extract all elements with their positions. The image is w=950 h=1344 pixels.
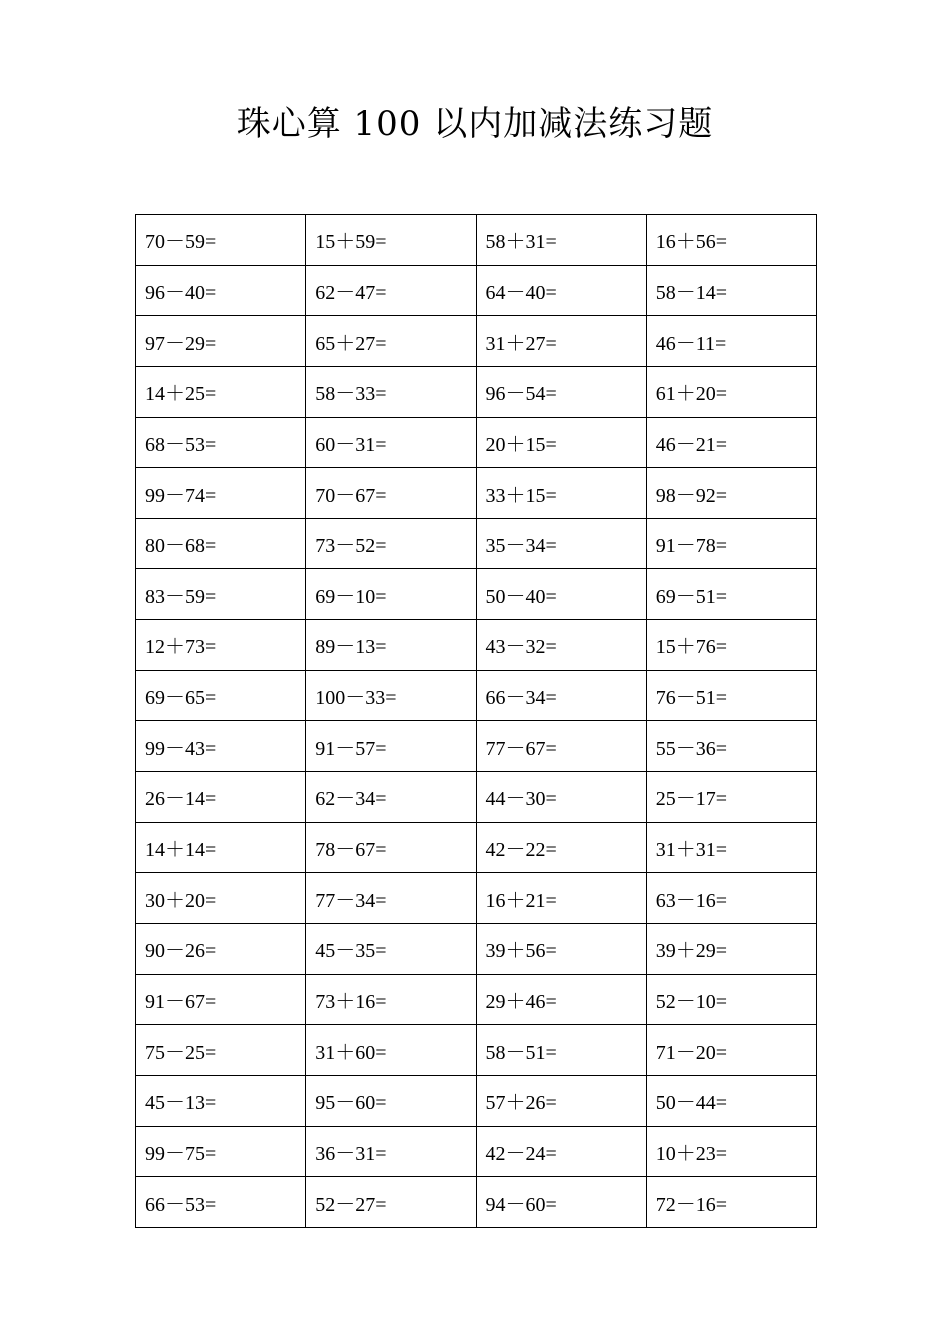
problem-cell: 52－27= [306, 1177, 476, 1228]
problem-cell: 78－67= [306, 822, 476, 873]
problem-cell: 58－14= [646, 265, 816, 316]
table-row [136, 822, 817, 873]
problem-cell: 31＋60= [306, 1025, 476, 1076]
problem-cell: 99－75= [136, 1126, 306, 1177]
problem-cell: 15＋76= [646, 620, 816, 671]
problem-cell: 66－34= [476, 670, 646, 721]
problem-cell: 83－59= [136, 569, 306, 620]
page-title: 珠心算 100 以内加减法练习题 [236, 104, 714, 144]
problem-cell: 72－16= [646, 1177, 816, 1228]
table-row [136, 569, 817, 620]
problem-cell: 14＋14= [136, 822, 306, 873]
problem-cell: 42－24= [476, 1126, 646, 1177]
problem-cell: 26－14= [136, 772, 306, 823]
problem-cell: 96－40= [136, 265, 306, 316]
problem-cell: 52－10= [646, 974, 816, 1025]
problem-cell: 94－60= [476, 1177, 646, 1228]
table-row [136, 1177, 817, 1228]
table-row [136, 468, 817, 519]
problem-cell: 20＋15= [476, 417, 646, 468]
problem-cell: 66－53= [136, 1177, 306, 1228]
problem-cell: 62－34= [306, 772, 476, 823]
problem-cell: 15＋59= [306, 215, 476, 266]
problem-cell: 69－65= [136, 670, 306, 721]
problem-cell: 58－33= [306, 366, 476, 417]
problem-cell: 12＋73= [136, 620, 306, 671]
problem-cell: 65＋27= [306, 316, 476, 367]
problem-cell: 91－57= [306, 721, 476, 772]
problem-cell: 91－67= [136, 974, 306, 1025]
problem-cell: 45－13= [136, 1075, 306, 1126]
problem-cell: 91－78= [646, 518, 816, 569]
problem-cell: 73－52= [306, 518, 476, 569]
table-row [136, 518, 817, 569]
problem-cell: 36－31= [306, 1126, 476, 1177]
problem-cell: 33＋15= [476, 468, 646, 519]
table-row [136, 1075, 817, 1126]
problem-cell: 99－74= [136, 468, 306, 519]
problem-cell: 76－51= [646, 670, 816, 721]
table-row [136, 873, 817, 924]
problem-cell: 60－31= [306, 417, 476, 468]
problem-cell: 10＋23= [646, 1126, 816, 1177]
problem-cell: 58＋31= [476, 215, 646, 266]
problem-cell: 31＋31= [646, 822, 816, 873]
problem-cell: 69－51= [646, 569, 816, 620]
table-row [136, 620, 817, 671]
problem-cell: 30＋20= [136, 873, 306, 924]
problem-cell: 39＋56= [476, 923, 646, 974]
table-row [136, 974, 817, 1025]
table-row [136, 721, 817, 772]
problem-cell: 39＋29= [646, 923, 816, 974]
problem-cell: 73＋16= [306, 974, 476, 1025]
problem-cell: 80－68= [136, 518, 306, 569]
problem-cell: 58－51= [476, 1025, 646, 1076]
problem-cell: 43－32= [476, 620, 646, 671]
problem-cell: 50－44= [646, 1075, 816, 1126]
problem-cell: 70－59= [136, 215, 306, 266]
problem-cell: 61＋20= [646, 366, 816, 417]
problem-cell: 89－13= [306, 620, 476, 671]
table-row [136, 265, 817, 316]
problem-cell: 71－20= [646, 1025, 816, 1076]
problem-cell: 14＋25= [136, 366, 306, 417]
table-row [136, 1025, 817, 1076]
problem-cell: 68－53= [136, 417, 306, 468]
problem-cell: 96－54= [476, 366, 646, 417]
problem-cell: 16＋56= [646, 215, 816, 266]
table-row [136, 772, 817, 823]
problem-cell: 63－16= [646, 873, 816, 924]
problem-cell: 25－17= [646, 772, 816, 823]
problem-cell: 16＋21= [476, 873, 646, 924]
problem-cell: 95－60= [306, 1075, 476, 1126]
problem-cell: 62－47= [306, 265, 476, 316]
problem-cell: 98－92= [646, 468, 816, 519]
problem-cell: 44－30= [476, 772, 646, 823]
problem-cell: 69－10= [306, 569, 476, 620]
problem-cell: 64－40= [476, 265, 646, 316]
table-row [136, 670, 817, 721]
table-row [136, 316, 817, 367]
table-row [136, 215, 817, 266]
table-row [136, 366, 817, 417]
problem-cell: 50－40= [476, 569, 646, 620]
problem-cell: 70－67= [306, 468, 476, 519]
problem-cell: 46－21= [646, 417, 816, 468]
problem-cell: 31＋27= [476, 316, 646, 367]
problem-cell: 46－11= [646, 316, 816, 367]
problem-cell: 90－26= [136, 923, 306, 974]
problem-table-body [136, 215, 817, 1228]
problem-cell: 77－67= [476, 721, 646, 772]
problem-cell: 97－29= [136, 316, 306, 367]
table-row [136, 923, 817, 974]
problem-cell: 45－35= [306, 923, 476, 974]
problem-table [135, 214, 817, 1228]
problem-cell: 55－36= [646, 721, 816, 772]
problem-cell: 57＋26= [476, 1075, 646, 1126]
problem-cell: 100－33= [306, 670, 476, 721]
problem-cell: 29＋46= [476, 974, 646, 1025]
problem-cell: 42－22= [476, 822, 646, 873]
problem-cell: 35－34= [476, 518, 646, 569]
table-row [136, 1126, 817, 1177]
problem-cell: 75－25= [136, 1025, 306, 1076]
table-row [136, 417, 817, 468]
problem-cell: 99－43= [136, 721, 306, 772]
problem-cell: 77－34= [306, 873, 476, 924]
